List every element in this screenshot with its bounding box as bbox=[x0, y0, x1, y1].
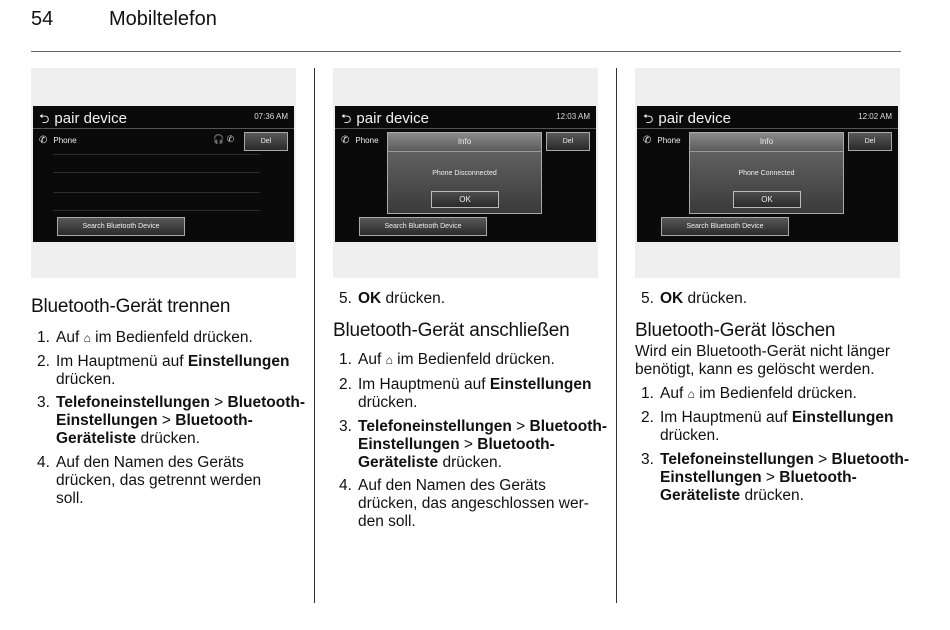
list-separator bbox=[53, 154, 260, 155]
step-text: drücken, das getrennt werden bbox=[56, 472, 262, 489]
screenshot-pair-device bbox=[31, 68, 296, 278]
display-screen bbox=[335, 106, 596, 242]
step-text: Telefoneinstellungen > Bluetooth- bbox=[358, 418, 608, 435]
step-number: 4. bbox=[37, 454, 50, 471]
step-text: Auf ⌂ im Bedienfeld drücken. bbox=[358, 351, 555, 368]
step-text: OK drücken. bbox=[358, 290, 446, 307]
intro-text: Wird ein Bluetooth-Gerät nicht länger bbox=[635, 343, 891, 360]
intro-text: benötigt, kann es gelöscht werden. bbox=[635, 361, 875, 378]
back-arrow-icon[interactable]: ⮌ bbox=[643, 111, 654, 126]
divider bbox=[335, 128, 596, 129]
screenshot-phone-disconnected bbox=[333, 68, 598, 278]
step-text: soll. bbox=[56, 490, 84, 507]
step-number: 4. bbox=[339, 477, 352, 494]
step-text: Geräteliste drücken. bbox=[56, 430, 200, 447]
display-screen bbox=[33, 106, 294, 242]
step-number: 1. bbox=[37, 329, 50, 346]
ok-button[interactable]: OK bbox=[431, 191, 499, 208]
list-separator bbox=[53, 172, 260, 173]
phone-entry[interactable]: ✆ Phone bbox=[39, 135, 77, 146]
header-rule bbox=[31, 51, 901, 52]
screen-title: ⮌ pair device bbox=[341, 110, 429, 127]
info-dialog bbox=[689, 132, 844, 214]
ok-button[interactable]: OK bbox=[733, 191, 801, 208]
step-number: 5. bbox=[339, 290, 352, 307]
page-title: Mobiltelefon bbox=[109, 8, 217, 30]
step-number: 1. bbox=[641, 385, 654, 402]
step-number: 5. bbox=[641, 290, 654, 307]
step-text: Auf ⌂ im Bedienfeld drücken. bbox=[56, 329, 253, 346]
step-number: 2. bbox=[339, 376, 352, 393]
screenshot-phone-connected bbox=[635, 68, 900, 278]
step-text: drücken. bbox=[358, 394, 418, 411]
phone-icon: ✆ bbox=[39, 135, 48, 146]
section-heading: Bluetooth-Gerät trennen bbox=[31, 296, 231, 317]
step-text: Geräteliste drücken. bbox=[358, 454, 502, 471]
step-text: Auf ⌂ im Bedienfeld drücken. bbox=[660, 385, 857, 402]
list-separator bbox=[53, 210, 260, 211]
screen-time: 12:03 AM bbox=[556, 112, 590, 121]
screen-time: 07:36 AM bbox=[254, 112, 288, 121]
step-number: 3. bbox=[339, 418, 352, 435]
back-arrow-icon[interactable]: ⮌ bbox=[341, 111, 352, 126]
step-text: Telefoneinstellungen > Bluetooth- bbox=[660, 451, 910, 468]
divider bbox=[33, 128, 294, 129]
del-button[interactable]: Del bbox=[244, 132, 288, 151]
step-text: Auf den Namen des Geräts bbox=[358, 477, 546, 494]
step-text: Einstellungen > Bluetooth- bbox=[660, 469, 857, 486]
step-number: 2. bbox=[641, 409, 654, 426]
home-icon: ⌂ bbox=[687, 387, 695, 401]
phone-entry[interactable]: ✆ Phone bbox=[643, 135, 681, 146]
step-text: Einstellungen > Bluetooth- bbox=[358, 436, 555, 453]
status-icons: 🎧 ✆ bbox=[213, 134, 235, 144]
dialog-message: Phone Disconnected bbox=[432, 170, 497, 177]
column-divider bbox=[314, 68, 315, 603]
step-text: den soll. bbox=[358, 513, 416, 530]
del-button[interactable]: Del bbox=[848, 132, 892, 151]
step-number: 1. bbox=[339, 351, 352, 368]
step-text: Im Hauptmenü auf Einstellungen bbox=[56, 353, 290, 370]
divider bbox=[637, 128, 898, 129]
page-number: 54 bbox=[31, 8, 54, 30]
search-bluetooth-button[interactable]: Search Bluetooth Device bbox=[359, 217, 487, 236]
back-arrow-icon[interactable]: ⮌ bbox=[39, 111, 50, 126]
step-text: Auf den Namen des Geräts bbox=[56, 454, 244, 471]
section-heading: Bluetooth-Gerät anschließen bbox=[333, 320, 570, 341]
step-number: 2. bbox=[37, 353, 50, 370]
info-dialog bbox=[387, 132, 542, 214]
column-divider bbox=[616, 68, 617, 603]
dialog-title: Info bbox=[388, 133, 541, 152]
section-heading: Bluetooth-Gerät löschen bbox=[635, 320, 836, 341]
search-bluetooth-button[interactable]: Search Bluetooth Device bbox=[57, 217, 185, 236]
list-separator bbox=[53, 192, 260, 193]
home-icon: ⌂ bbox=[385, 353, 393, 367]
step-text: drücken, das angeschlossen wer- bbox=[358, 495, 589, 512]
step-text: Geräteliste drücken. bbox=[660, 487, 804, 504]
del-button[interactable]: Del bbox=[546, 132, 590, 151]
dialog-message: Phone Connected bbox=[738, 170, 795, 177]
step-number: 3. bbox=[37, 394, 50, 411]
step-number: 3. bbox=[641, 451, 654, 468]
screen-title: ⮌ pair device bbox=[39, 110, 127, 127]
search-bluetooth-button[interactable]: Search Bluetooth Device bbox=[661, 217, 789, 236]
screen-time: 12:02 AM bbox=[858, 112, 892, 121]
step-text: drücken. bbox=[56, 371, 116, 388]
step-text: Im Hauptmenü auf Einstellungen bbox=[358, 376, 592, 393]
screen-title: ⮌ pair device bbox=[643, 110, 731, 127]
step-text: drücken. bbox=[660, 427, 720, 444]
phone-icon: ✆ bbox=[643, 135, 652, 146]
step-text: OK drücken. bbox=[660, 290, 748, 307]
display-screen bbox=[637, 106, 898, 242]
dialog-title: Info bbox=[690, 133, 843, 152]
step-text: Im Hauptmenü auf Einstellungen bbox=[660, 409, 894, 426]
step-text: Einstellungen > Bluetooth- bbox=[56, 412, 253, 429]
phone-icon: ✆ bbox=[341, 135, 350, 146]
home-icon: ⌂ bbox=[83, 331, 91, 345]
step-text: Telefoneinstellungen > Bluetooth- bbox=[56, 394, 306, 411]
phone-entry[interactable]: ✆ Phone bbox=[341, 135, 379, 146]
